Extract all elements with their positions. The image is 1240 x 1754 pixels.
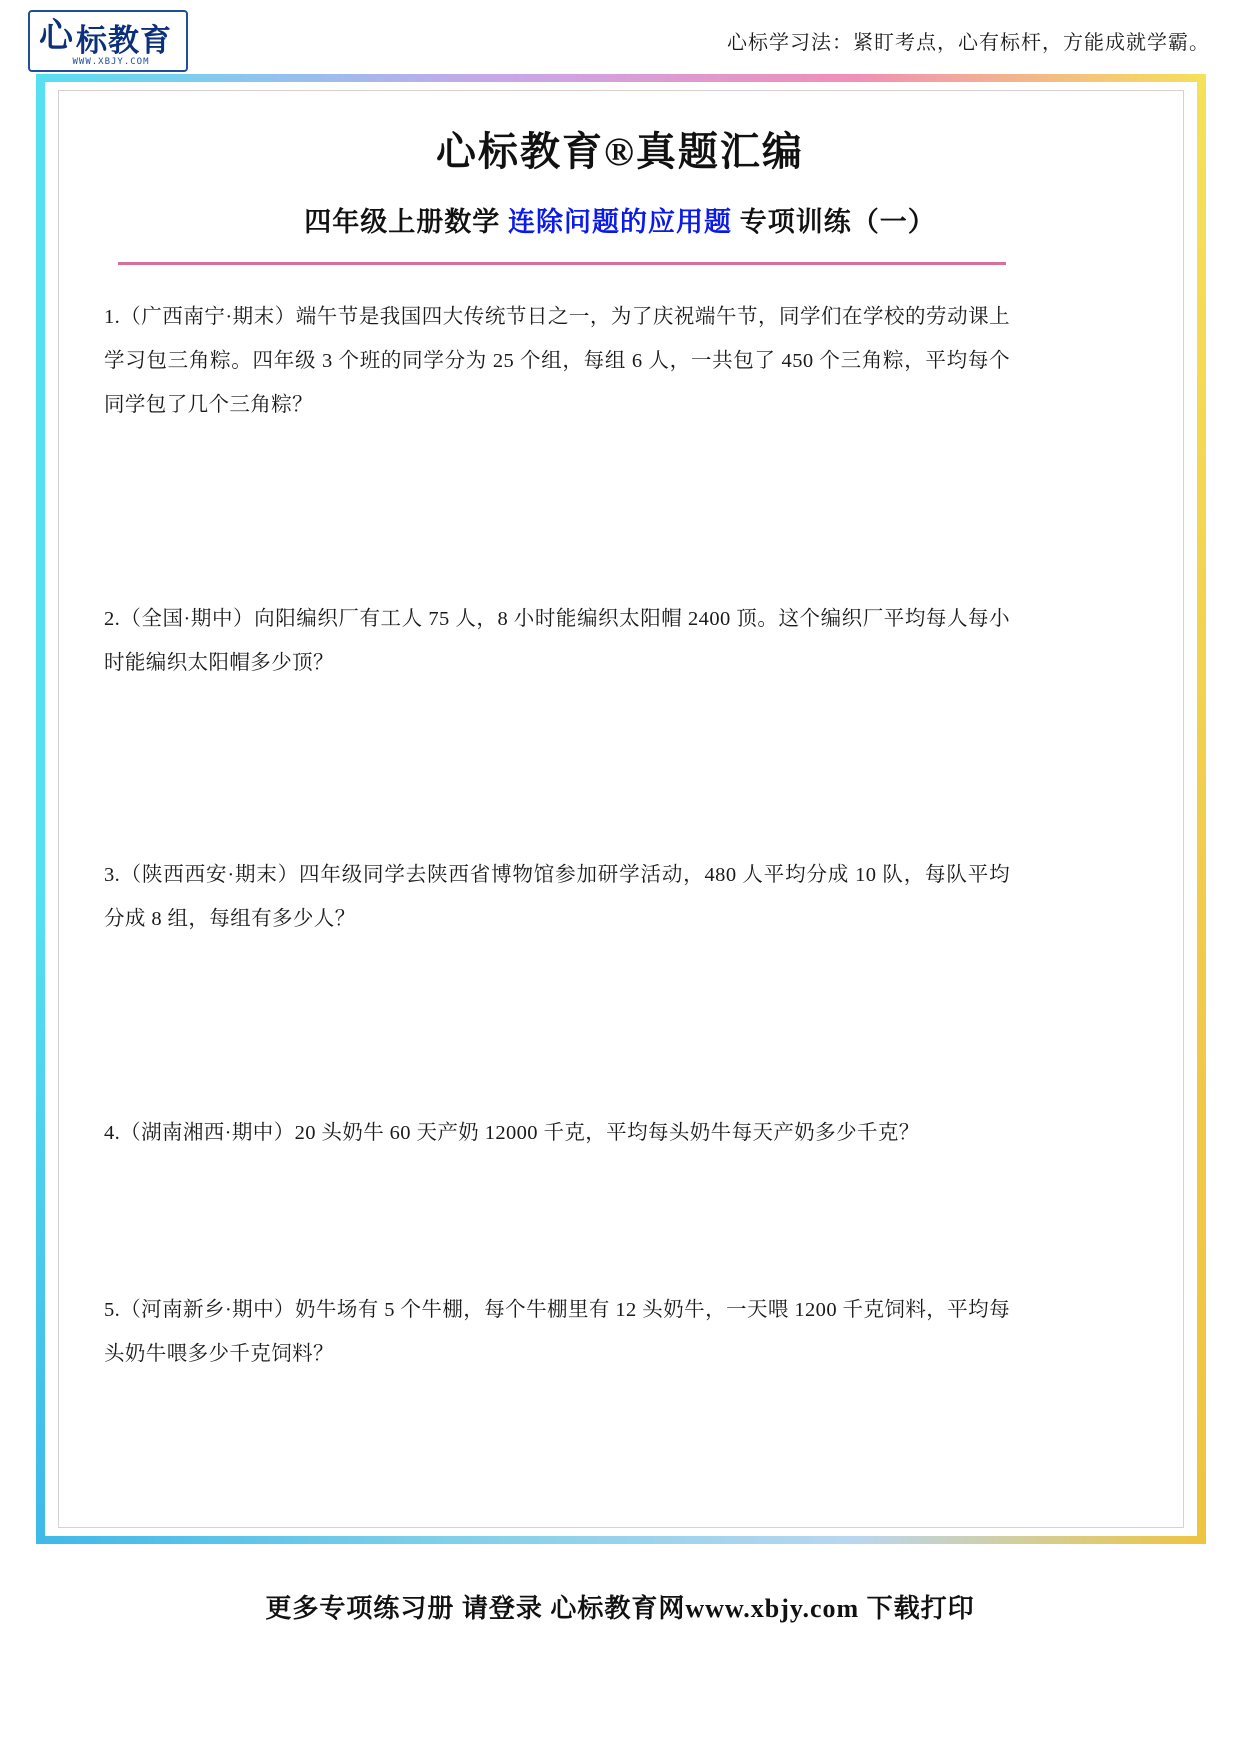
document-subtitle — [0, 200, 1240, 239]
subtitle-suffix: 专项训练（一） — [739, 207, 936, 237]
question-item: 3.（陕西西安·期末）四年级同学去陕西省博物馆参加研学活动，480 人平均分成 10 队，每队平均分成 8 组，每组有多少人？ — [104, 864, 1010, 930]
question-list — [104, 295, 1010, 1376]
subtitle-prefix: 四年级上册数学 — [304, 207, 501, 237]
logo-url-text: WWW.XBJY.COM — [72, 57, 150, 67]
page-header — [0, 0, 1240, 78]
header-slogan: 心标学习法：紧盯考点，心有标杆，方能成就学霸。 — [727, 32, 1210, 54]
page-footer: 更多专项练习册 请登录 心标教育网www.xbjy.com 下载打印 — [265, 1594, 975, 1623]
subtitle-highlight: 连除问题的应用题 — [508, 207, 732, 237]
frame-edge-bottom — [36, 1536, 1206, 1544]
question-item: 4.（湖南湘西·期中）20 头奶牛 60 天产奶 12000 千克，平均每头奶牛每天产奶多少千克？ — [104, 1122, 920, 1144]
logo-brand-text: 标教育 — [76, 23, 172, 59]
question-item: 5.（河南新乡·期中）奶牛场有 5 个牛棚，每个牛棚里有 12 头奶牛，一天喂 1200 千克饲料，平均每头奶牛喂多少千克饲料？ — [104, 1299, 1010, 1365]
title-divider — [118, 262, 1006, 265]
site-logo — [28, 10, 188, 72]
frame-edge-right — [1197, 74, 1206, 1544]
question-item: 2.（全国·期中）向阳编织厂有工人 75 人，8 小时能编织太阳帽 2400 顶。这个编织厂平均每人每小时能编织太阳帽多少顶？ — [104, 608, 1010, 674]
logo-heart-character: 心 — [39, 16, 73, 56]
question-item: 1.（广西南宁·期末）端午节是我国四大传统节日之一，为了庆祝端午节，同学们在学校的劳动课上学习包三角粽。四年级 3 个班的同学分为 25 个组，每组 6 人，一共包了 450 个三角粽，平均每个同学包了几个三角粽？ — [104, 306, 1010, 416]
frame-edge-top — [36, 74, 1206, 82]
document-title: 心标教育®真题汇编 — [436, 129, 804, 174]
frame-edge-left — [36, 74, 45, 1544]
